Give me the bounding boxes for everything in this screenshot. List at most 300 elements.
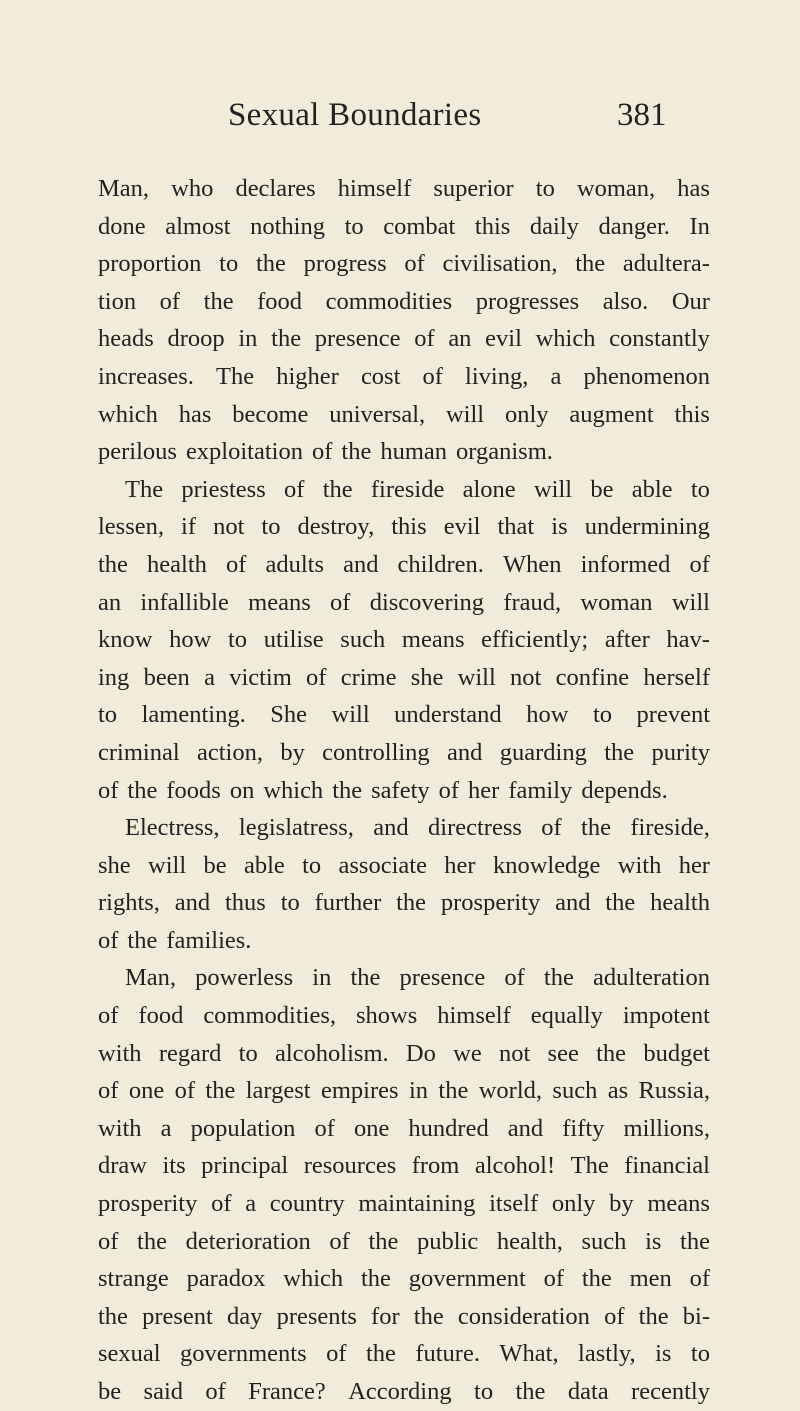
word: of bbox=[504, 964, 525, 992]
word: progress bbox=[303, 250, 387, 278]
word: the bbox=[413, 1302, 444, 1330]
word: adulteration bbox=[592, 964, 710, 992]
word: hav- bbox=[666, 626, 710, 654]
word: victim bbox=[229, 663, 292, 691]
word: alcoholism. bbox=[275, 1039, 389, 1067]
word: means bbox=[248, 588, 311, 616]
word: exploitation bbox=[185, 438, 303, 466]
word: which bbox=[535, 325, 596, 353]
word: higher bbox=[276, 362, 339, 390]
word: fireside bbox=[370, 475, 445, 503]
word: priestess bbox=[181, 475, 266, 503]
word: of bbox=[689, 1265, 710, 1293]
word: to bbox=[302, 851, 322, 879]
word: of bbox=[543, 1265, 564, 1293]
word: with bbox=[98, 1114, 142, 1142]
word: to bbox=[98, 701, 118, 729]
word: present bbox=[142, 1302, 213, 1330]
word: The bbox=[125, 475, 164, 503]
word: this bbox=[474, 212, 511, 240]
word: France? bbox=[248, 1378, 326, 1405]
word: of bbox=[98, 776, 119, 804]
word: prosperity bbox=[440, 889, 541, 917]
word: and bbox=[343, 550, 379, 578]
word: of bbox=[306, 663, 327, 691]
word: means bbox=[647, 1190, 710, 1218]
word: of bbox=[98, 1077, 119, 1105]
word: prevent bbox=[636, 701, 710, 729]
word: she bbox=[98, 851, 131, 879]
text-line bbox=[98, 621, 710, 659]
word: governments bbox=[180, 1340, 307, 1368]
word: lessen, bbox=[98, 513, 164, 541]
word: the bbox=[638, 1302, 669, 1330]
word: hundred bbox=[408, 1114, 489, 1142]
word: the bbox=[368, 1227, 399, 1255]
text-line bbox=[98, 659, 710, 697]
word: not bbox=[498, 1039, 531, 1067]
word: droop bbox=[167, 325, 225, 353]
word: be bbox=[98, 1378, 122, 1405]
word: said bbox=[143, 1378, 183, 1405]
word: its bbox=[162, 1152, 186, 1180]
word: by bbox=[609, 1190, 634, 1218]
word: in bbox=[238, 325, 258, 353]
word: health bbox=[650, 889, 710, 917]
word: and bbox=[447, 738, 483, 766]
word: adults bbox=[265, 550, 324, 578]
word: will bbox=[445, 400, 485, 428]
text-line bbox=[98, 1373, 710, 1411]
word: the bbox=[605, 889, 636, 917]
word: woman bbox=[580, 588, 653, 616]
word: phenomenon bbox=[583, 362, 710, 390]
word: to bbox=[690, 475, 710, 503]
word: Man, bbox=[125, 964, 177, 992]
word: efficiently; bbox=[481, 626, 589, 654]
word: such bbox=[552, 1077, 598, 1105]
word: government bbox=[408, 1265, 526, 1293]
word: itself bbox=[489, 1190, 539, 1218]
word: will bbox=[671, 588, 710, 616]
word: of bbox=[205, 1378, 226, 1405]
text-line bbox=[98, 1185, 710, 1223]
word: has bbox=[178, 400, 212, 428]
word: will bbox=[331, 701, 370, 729]
word: data bbox=[567, 1378, 609, 1405]
word: rights, bbox=[98, 889, 160, 917]
word: of bbox=[438, 776, 460, 804]
word: budget bbox=[643, 1039, 710, 1067]
word: of bbox=[174, 1077, 195, 1105]
word: cost bbox=[360, 362, 401, 390]
word: a bbox=[204, 663, 215, 691]
word: informed bbox=[580, 550, 671, 578]
word: of bbox=[98, 1002, 119, 1030]
word: commodities bbox=[325, 287, 453, 315]
word: discovering bbox=[369, 588, 485, 616]
paragraph bbox=[98, 471, 710, 809]
word: has bbox=[677, 175, 710, 202]
word: herself bbox=[643, 663, 710, 691]
page-number: 381 bbox=[617, 97, 667, 133]
word: of bbox=[211, 1190, 232, 1218]
word: the bbox=[98, 1302, 128, 1330]
word: guarding bbox=[499, 738, 587, 766]
word: able bbox=[631, 475, 673, 503]
word: financial bbox=[624, 1152, 710, 1180]
text-line bbox=[98, 358, 710, 396]
text-line bbox=[98, 847, 710, 885]
word: knowledge bbox=[492, 851, 601, 879]
word: presence bbox=[399, 964, 486, 992]
word: which bbox=[98, 400, 158, 428]
text-line bbox=[98, 772, 710, 810]
text-line bbox=[98, 1035, 710, 1073]
word: population bbox=[190, 1114, 296, 1142]
text-line bbox=[98, 170, 710, 208]
word: will bbox=[457, 663, 496, 691]
word: from bbox=[411, 1152, 460, 1180]
word: her bbox=[678, 851, 710, 879]
word: which bbox=[283, 1265, 344, 1293]
word: living, bbox=[465, 362, 529, 390]
word: fraud, bbox=[503, 588, 562, 616]
word: see bbox=[547, 1039, 579, 1067]
word: of bbox=[414, 325, 435, 353]
word: crime bbox=[340, 663, 397, 691]
word: is bbox=[655, 1340, 672, 1368]
word: to bbox=[474, 1378, 494, 1405]
word: and bbox=[373, 814, 409, 842]
word: one bbox=[353, 1114, 390, 1142]
word: of bbox=[284, 475, 305, 503]
word: public bbox=[417, 1227, 479, 1255]
word: her bbox=[468, 776, 500, 804]
word: utilise bbox=[263, 626, 324, 654]
word: safety bbox=[371, 776, 430, 804]
word: of bbox=[98, 1227, 119, 1255]
word: how bbox=[169, 626, 212, 654]
word: sexual bbox=[98, 1340, 161, 1368]
word: When bbox=[503, 550, 562, 578]
word: in bbox=[312, 964, 332, 992]
word: of bbox=[98, 926, 119, 954]
word: shows bbox=[356, 1002, 418, 1030]
text-line bbox=[98, 584, 710, 622]
word: powerless bbox=[195, 964, 294, 992]
word: evil bbox=[485, 325, 522, 353]
text-line bbox=[98, 1072, 710, 1110]
word: The bbox=[570, 1152, 609, 1180]
word: food bbox=[138, 1002, 184, 1030]
text-line bbox=[98, 396, 710, 434]
word: understand bbox=[394, 701, 502, 729]
word: infallible bbox=[140, 588, 229, 616]
word: an bbox=[448, 325, 472, 353]
word: the bbox=[515, 1378, 546, 1405]
word: to bbox=[690, 1340, 710, 1368]
word: of bbox=[329, 1227, 350, 1255]
word: combat bbox=[383, 212, 456, 240]
running-title: Sexual Boundaries bbox=[228, 97, 482, 133]
word: equally bbox=[530, 1002, 603, 1030]
word: families. bbox=[166, 926, 252, 954]
text-line bbox=[98, 809, 710, 847]
word: the bbox=[360, 1265, 391, 1293]
word: the bbox=[127, 776, 158, 804]
word: criminal bbox=[98, 738, 180, 766]
word: daily bbox=[529, 212, 579, 240]
word: that bbox=[497, 513, 535, 541]
word: health bbox=[147, 550, 207, 578]
word: the bbox=[271, 325, 302, 353]
word: such bbox=[340, 626, 386, 654]
word: millions, bbox=[623, 1114, 710, 1142]
word: a bbox=[160, 1114, 172, 1142]
word: of bbox=[314, 1114, 335, 1142]
word: confine bbox=[555, 663, 630, 691]
text-line bbox=[98, 471, 710, 509]
word: means bbox=[401, 626, 465, 654]
text-line bbox=[98, 508, 710, 546]
word: after bbox=[604, 626, 650, 654]
word: the bbox=[332, 776, 363, 804]
word: is bbox=[551, 513, 568, 541]
word: declares bbox=[235, 175, 316, 202]
word: the bbox=[581, 814, 611, 842]
text-line bbox=[98, 1260, 710, 1298]
word: by bbox=[280, 738, 305, 766]
text-line bbox=[98, 959, 710, 997]
word: adultera- bbox=[622, 250, 710, 278]
word: himself bbox=[337, 175, 412, 202]
word: an bbox=[98, 588, 122, 616]
word: impotent bbox=[622, 1002, 710, 1030]
word: not bbox=[510, 663, 542, 691]
word: the bbox=[137, 1227, 167, 1255]
word: She bbox=[270, 701, 307, 729]
word: the bbox=[203, 287, 234, 315]
word: the bbox=[581, 1265, 612, 1293]
word: the bbox=[322, 475, 353, 503]
word: for bbox=[371, 1302, 400, 1330]
word: the bbox=[575, 250, 606, 278]
word: the bbox=[255, 250, 286, 278]
text-line bbox=[98, 696, 710, 734]
word: Russia, bbox=[638, 1077, 710, 1105]
word: paradox bbox=[186, 1265, 266, 1293]
word: as bbox=[607, 1077, 629, 1105]
word: What, bbox=[499, 1340, 559, 1368]
word: organism. bbox=[456, 438, 553, 466]
word: who bbox=[171, 175, 214, 202]
word: of bbox=[326, 1340, 347, 1368]
word: purity bbox=[651, 738, 710, 766]
word: largest bbox=[245, 1077, 311, 1105]
word: on bbox=[229, 776, 255, 804]
word: resources bbox=[303, 1152, 397, 1180]
word: ing bbox=[98, 663, 130, 691]
word: augment bbox=[569, 400, 654, 428]
word: danger. bbox=[598, 212, 670, 240]
word: woman, bbox=[576, 175, 656, 202]
word: in bbox=[408, 1077, 428, 1105]
word: the bbox=[604, 738, 635, 766]
word: controlling bbox=[322, 738, 430, 766]
word: been bbox=[143, 663, 190, 691]
running-head bbox=[0, 95, 800, 145]
word: the bbox=[350, 964, 381, 992]
word: foods bbox=[166, 776, 221, 804]
text-line bbox=[98, 1298, 710, 1336]
word: empires bbox=[320, 1077, 399, 1105]
word: day bbox=[227, 1302, 263, 1330]
word: action, bbox=[196, 738, 263, 766]
word: become bbox=[232, 400, 309, 428]
text-line bbox=[98, 245, 710, 283]
word: lastly, bbox=[578, 1340, 636, 1368]
word: draw bbox=[98, 1152, 147, 1180]
word: the bbox=[596, 1039, 627, 1067]
word: we bbox=[453, 1039, 482, 1067]
word: which bbox=[263, 776, 324, 804]
word: to bbox=[238, 1039, 258, 1067]
word: nothing bbox=[250, 212, 325, 240]
word: with bbox=[98, 1039, 142, 1067]
word: alone bbox=[462, 475, 516, 503]
word: one bbox=[128, 1077, 165, 1105]
word: of bbox=[404, 250, 425, 278]
word: to bbox=[344, 212, 364, 240]
word: the bbox=[127, 926, 158, 954]
text-line bbox=[98, 283, 710, 321]
word: future. bbox=[415, 1340, 480, 1368]
word: the bbox=[98, 550, 128, 578]
word: Our bbox=[671, 287, 710, 315]
text-line bbox=[98, 1110, 710, 1148]
word: will bbox=[148, 851, 187, 879]
word: health, bbox=[496, 1227, 563, 1255]
word: recently bbox=[631, 1378, 710, 1405]
word: world, bbox=[478, 1077, 543, 1105]
paragraph bbox=[98, 809, 710, 959]
word: if bbox=[181, 513, 197, 541]
word: of bbox=[422, 362, 443, 390]
word: of bbox=[689, 550, 710, 578]
word: to bbox=[280, 889, 300, 917]
word: a bbox=[550, 362, 562, 390]
word: such bbox=[581, 1227, 627, 1255]
word: associate bbox=[338, 851, 427, 879]
paragraph bbox=[98, 170, 710, 471]
word: maintaining bbox=[358, 1190, 476, 1218]
word: prosperity bbox=[98, 1190, 198, 1218]
word: of bbox=[604, 1302, 625, 1330]
word: commodities, bbox=[203, 1002, 337, 1030]
word: men bbox=[629, 1265, 672, 1293]
word: Electress, bbox=[125, 814, 220, 842]
word: increases. bbox=[98, 362, 194, 390]
text-line bbox=[98, 734, 710, 772]
word: evil bbox=[443, 513, 481, 541]
word: this bbox=[674, 400, 710, 428]
word: is bbox=[645, 1227, 662, 1255]
word: bi- bbox=[682, 1302, 710, 1330]
word: know bbox=[98, 626, 153, 654]
word: the bbox=[341, 438, 372, 466]
word: done bbox=[98, 212, 146, 240]
word: family bbox=[508, 776, 573, 804]
word: presents bbox=[276, 1302, 357, 1330]
word: the bbox=[205, 1077, 236, 1105]
word: strange bbox=[98, 1265, 169, 1293]
word: be bbox=[203, 851, 227, 879]
word: to bbox=[261, 513, 281, 541]
word: also. bbox=[602, 287, 649, 315]
word: be bbox=[590, 475, 614, 503]
word: to bbox=[592, 701, 612, 729]
word: depends. bbox=[581, 776, 668, 804]
word: of bbox=[159, 287, 181, 315]
word: she bbox=[410, 663, 444, 691]
word: alcohol! bbox=[474, 1152, 556, 1180]
text-line bbox=[98, 433, 710, 471]
word: the bbox=[396, 889, 427, 917]
word: destroy, bbox=[297, 513, 375, 541]
word: to bbox=[219, 250, 239, 278]
text-line bbox=[98, 208, 710, 246]
word: and bbox=[555, 889, 591, 917]
word: and bbox=[507, 1114, 544, 1142]
word: her bbox=[444, 851, 476, 879]
text-line bbox=[98, 1223, 710, 1261]
text-line bbox=[98, 320, 710, 358]
word: civilisation, bbox=[442, 250, 558, 278]
word: tion bbox=[98, 287, 137, 315]
word: the bbox=[365, 1340, 396, 1368]
word: thus bbox=[225, 889, 266, 917]
word: will bbox=[533, 475, 573, 503]
word: the bbox=[680, 1227, 710, 1255]
word: regard bbox=[158, 1039, 222, 1067]
word: with bbox=[617, 851, 662, 879]
word: heads bbox=[98, 325, 154, 353]
text-line bbox=[98, 997, 710, 1035]
word: country bbox=[269, 1190, 345, 1218]
word: the bbox=[438, 1077, 469, 1105]
word: able bbox=[243, 851, 285, 879]
text-line bbox=[98, 884, 710, 922]
word: principal bbox=[201, 1152, 289, 1180]
text-line bbox=[98, 1147, 710, 1185]
word: deterioration bbox=[185, 1227, 311, 1255]
word: In bbox=[689, 212, 710, 240]
word: undermining bbox=[584, 513, 710, 541]
word: only bbox=[551, 1190, 596, 1218]
word: and bbox=[174, 889, 211, 917]
word: of bbox=[541, 814, 562, 842]
word: directress bbox=[428, 814, 522, 842]
word: of bbox=[225, 550, 247, 578]
word: fifty bbox=[562, 1114, 605, 1142]
word: lamenting. bbox=[141, 701, 246, 729]
word: Man, bbox=[98, 175, 150, 202]
word: not bbox=[213, 513, 245, 541]
word: almost bbox=[165, 212, 231, 240]
word: legislatress, bbox=[238, 814, 354, 842]
word: of bbox=[330, 588, 351, 616]
